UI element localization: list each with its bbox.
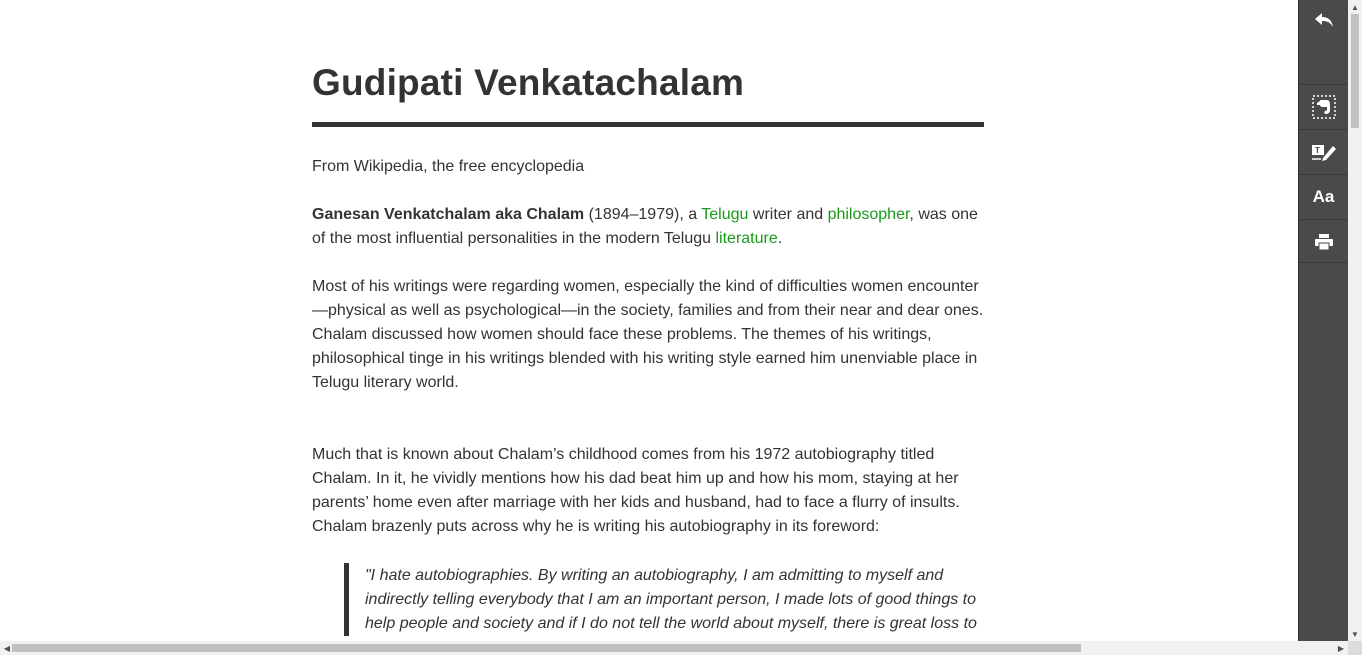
intro-text-4: . [777, 230, 783, 247]
vertical-scroll-thumb[interactable] [1351, 14, 1359, 128]
svg-text:T: T [1314, 146, 1320, 155]
toolbar-divider [1299, 262, 1348, 263]
paragraph-3: Much that is known about Chalam’s childhood comes from his 1972 autobiography titled Chalam. In it, he vividly mentions how his dad beat him up and how his mom, staying at her parents’ home even after marriage with her kids and husband, had to face a flurry of insults. Chalam brazenly puts across why he is writing his autobiography in its foreword: [312, 446, 960, 535]
link-literature[interactable]: literature [715, 230, 778, 247]
blockquote [344, 563, 984, 636]
horizontal-scroll-thumb[interactable] [12, 644, 1081, 652]
page-title: Gudipati Venkatachalam [312, 62, 745, 103]
print-button[interactable] [1299, 220, 1348, 264]
font-size-icon: Aa [1312, 187, 1335, 206]
scroll-down-icon[interactable]: ▼ [1351, 629, 1359, 639]
scroll-up-icon[interactable]: ▲ [1351, 2, 1359, 12]
scroll-right-icon[interactable]: ▶ [1337, 643, 1345, 653]
intro-text-3: , was one of the most influential personalities in the modern Telugu [312, 206, 978, 247]
intro-paragraph [312, 203, 984, 251]
evernote-icon [1312, 95, 1336, 119]
scrollbar-corner [1348, 641, 1362, 655]
intro-bold-name: Ganesan Venkatchalam aka Chalam [312, 206, 585, 223]
highlight-button[interactable] [1299, 130, 1348, 174]
quote-text: "I hate autobiographies. By writing an autobiography, I am admitting to myself and indirectly telling everybody that I am an important person, I made lots of good things to help people and society and if I do not tell the world about myself, there is great loss to [365, 567, 977, 632]
horizontal-scrollbar[interactable] [0, 641, 1348, 655]
back-button[interactable] [1299, 0, 1348, 40]
intro-text-1: (1894–1979), a [584, 206, 702, 223]
reader-toolbar [1298, 0, 1348, 641]
evernote-button[interactable] [1299, 85, 1348, 129]
vertical-scrollbar[interactable] [1348, 0, 1362, 641]
title-divider [312, 122, 984, 127]
link-philosopher[interactable]: philosopher [827, 206, 910, 223]
back-arrow-icon [1314, 11, 1334, 29]
print-icon [1315, 234, 1333, 250]
scroll-left-icon[interactable]: ◀ [3, 643, 11, 653]
intro-text-2: writer and [748, 206, 828, 223]
paragraph-2: Most of his writings were regarding women, especially the kind of difficulties women encounter —physical as well as psychological—in the society, families and from their near and dear ones. Chalam discussed how women should face these problems. The themes of his writings, philosophical tinge in his writings blended with his writing style earned him unenviable place in Telugu literary world. [312, 278, 984, 391]
highlight-pen-icon [1311, 142, 1337, 162]
font-size-button[interactable] [1299, 175, 1348, 219]
source-line: From Wikipedia, the free encyclopedia [312, 158, 585, 175]
link-telugu[interactable]: Telugu [701, 206, 749, 223]
